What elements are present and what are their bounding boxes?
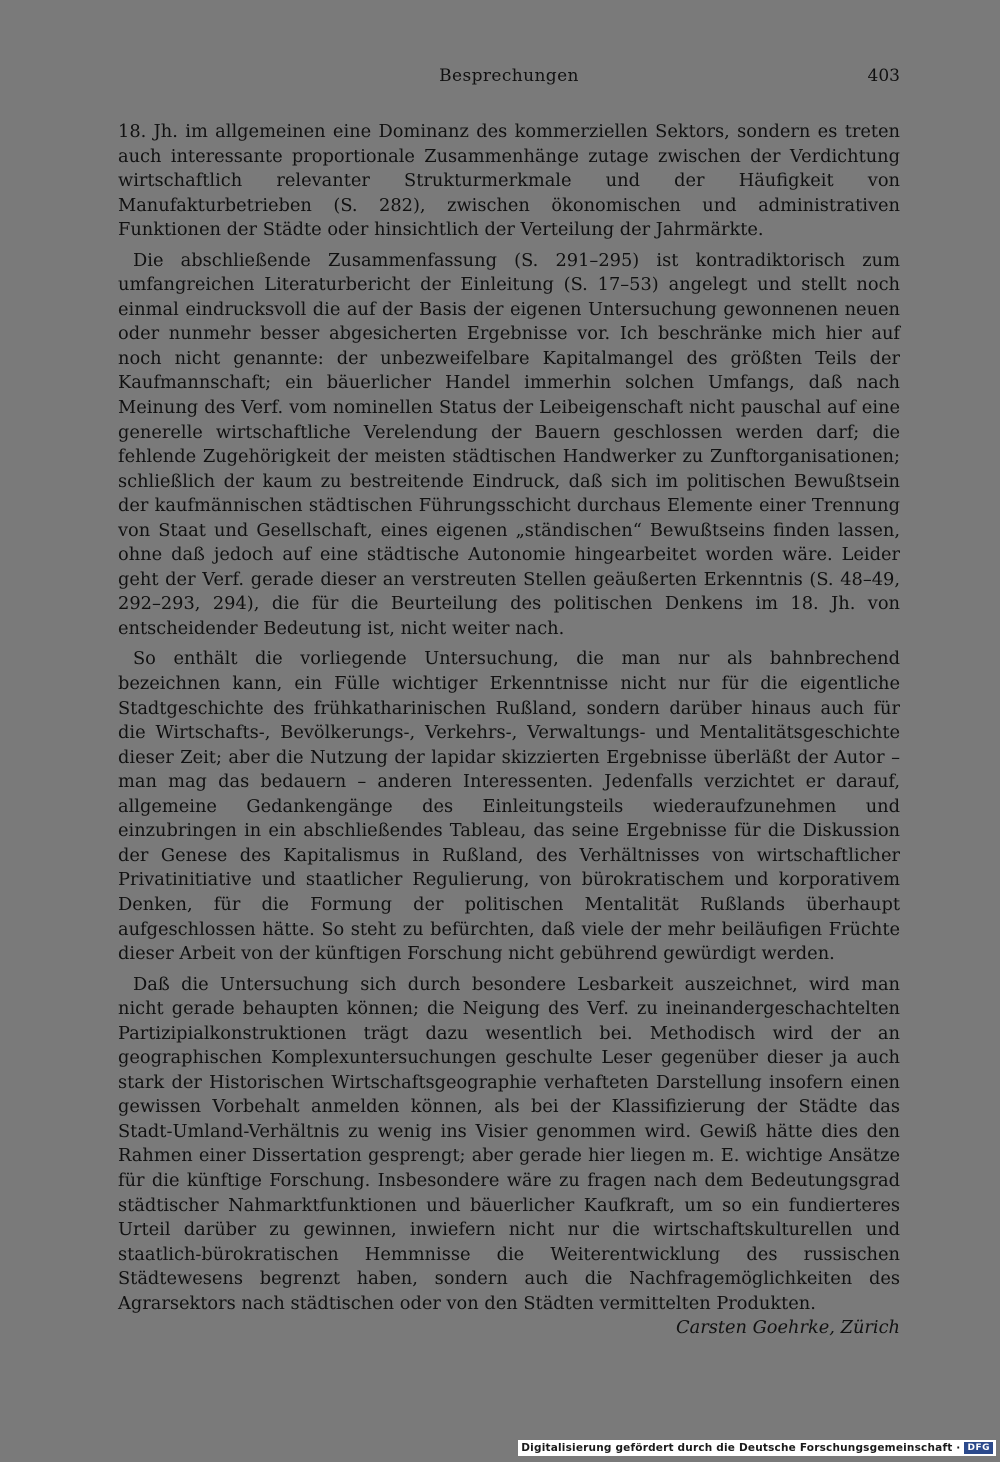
dfg-logo: DFG: [964, 1442, 993, 1454]
paragraph-1: 18. Jh. im allgemeinen eine Dominanz des kommerziellen Sektors, sondern es treten auch interessante proportionale Zusammenhänge zutage zwischen der Verdichtung wirtschaftlich relevanter Strukturmerkmale und der Häufigkeit von Manufakturbetrieben (S. 282), zwischen ökonomischen und administrativen Funktionen der Städte oder hinsichtlich der Verteilung der Jahrmärkte.: [118, 121, 900, 241]
page-number: 403: [867, 66, 900, 86]
digitization-footer: [518, 1440, 996, 1456]
paragraph-3: So enthält die vorliegende Untersuchung, die man nur als bahnbrechend bezeichnen kann, ein Fülle wichtiger Erkenntnisse nicht nur für die eigentliche Stadtgeschichte des frühkatharinischen Rußland, sondern darüber hinaus auch für die Wirtschafts-, Bevölkerungs-, Verkehrs-, Verwaltungs- und Mentalitätsgeschichte dieser Zeit; aber die Nutzung der lapidar skizzierten Ergebnisse überläßt der Autor – man mag das bedauern – anderen Interessenten. Jedenfalls verzichtet er darauf, allgemeine Gedankengänge des Einleitungsteils wiederaufzunehmen und einzubringen in ein abschließendes Tableau, das seine Ergebnisse für die Diskussion der Genese des Kapitalismus in Rußland, des Verhältnisses von wirtschaftlicher Privatinitiative und staatlicher Regulierung, von bürokratischem und korporativem Denken, für die Formung der politischen Mentalität Rußlands überhaupt aufgeschlossen hätte. So steht zu befürchten, daß viele der mehr beiläufigen Früchte dieser Arbeit von der künftigen Forschung nicht gebührend gewürdigt werden.: [118, 648, 900, 965]
author-signature: Carsten Goehrke, Zürich: [676, 1317, 900, 1339]
paragraph-4: Daß die Untersuchung sich durch besondere Lesbarkeit auszeichnet, wird man nicht gerade behaupten können; die Neigung des Verf. zu ineinandergeschachtelten Partizipialkonstruktionen trägt dazu wesentlich bei. Methodisch wird der an geographischen Komplexuntersuchungen geschulte Leser gegenüber dieser ja auch stark der Historischen Wirtschaftsgeographie verhafteten Darstellung insofern einen gewissen Vorbehalt anmelden können, als bei der Klassifizierung der Städte das Stadt-Umland-Verhältnis zu wenig ins Visier genommen wird. Gewiß hätte dies den Rahmen einer Dissertation gesprengt; aber gerade hier liegen m. E. wichtige Ansätze für die künftige Forschung. Insbesondere wäre zu fragen nach dem Bedeutungsgrad städtischer Nahmarktfunktionen und bäuerlicher Kaufkraft, um so ein fundierteres Urteil darüber zu gewinnen, inwiefern nicht nur die wirtschaftskulturellen und staatlich-bürokratischen Hemmnisse die Weiterentwicklung des russischen Städtewesens begrenzt haben, sondern auch die Nachfragemöglichkeiten des Agrarsektors nach städtischen oder von den Städten vermittelten Produkten.: [118, 973, 900, 1314]
body-text: [118, 120, 900, 1341]
footer-text: Digitalisierung gefördert durch die Deutsche Forschungsgemeinschaft ·: [521, 1442, 961, 1454]
page-header: [118, 66, 900, 96]
paragraph-2: Die abschließende Zusammenfassung (S. 291–295) ist kontradiktorisch zum umfangreichen Literaturbericht der Einleitung (S. 17–53) angelegt und stellt noch einmal eindrucksvoll die auf der Basis der eigenen Untersuchung gewonnenen neuen oder nunmehr besser abgesicherten Ergebnisse vor. Ich beschränke mich hier auf noch nicht genannte: der unbezweifelbare Kapitalmangel des größten Teils der Kaufmannschaft; ein bäuerlicher Handel immerhin solchen Umfangs, daß nach Meinung des Verf. vom nominellen Status der Leibeigenschaft nicht pauschal auf eine generelle wirtschaftliche Verelendung der Bauern geschlossen werden darf; die fehlende Zugehörigkeit der meisten städtischen Handwerker zu Zunftorganisationen; schließlich der kaum zu bestreitende Eindruck, daß sich im politischen Bewußtsein der kaufmännischen städtischen Führungsschicht durchaus Elemente einer Trennung von Staat und Gesellschaft, eines eigenen „ständischen“ Bewußtseins finden lassen, ohne daß jedoch auf eine städtische Autonomie hingearbeitet worden wäre. Leider geht der Verf. gerade dieser an verstreuten Stellen geäußerten Erkenntnis (S. 48–49, 292–293, 294), die für die Beurteilung des politischen Denkens im 18. Jh. von entscheidender Bedeutung ist, nicht weiter nach.: [118, 249, 900, 639]
running-head: Besprechungen: [439, 66, 579, 86]
